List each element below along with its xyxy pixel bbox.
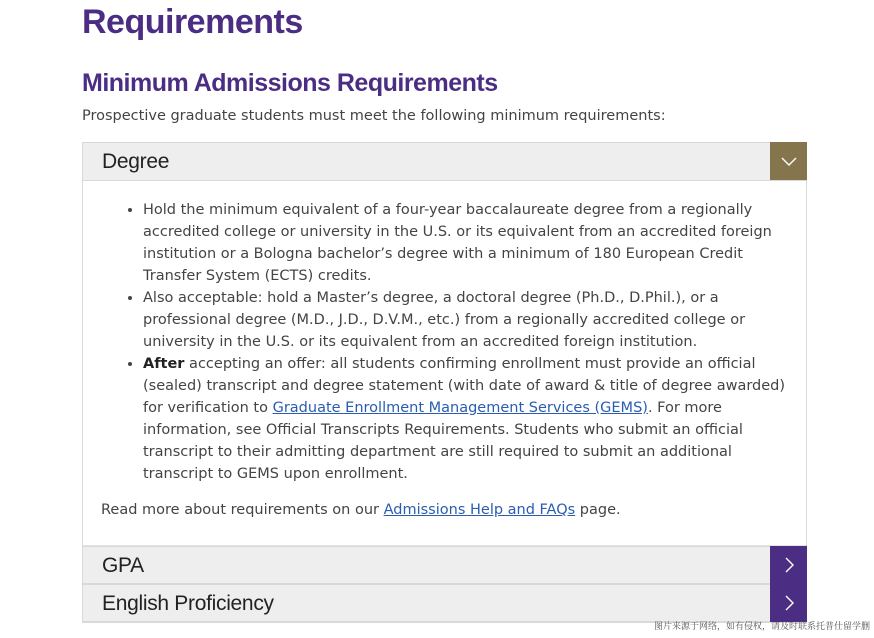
list-item-text: Also acceptable: hold a Master’s degree, a doctoral degree (Ph.D., D.Phil.), or a professional degree (M.D., J.D., D.V.M., etc.) from a regionally accredited college or university in the U.S. or its equivalent from an accredited foreign institution. xyxy=(143,290,746,350)
intro-text: Prospective graduate students must meet the following minimum requirements: xyxy=(82,108,666,124)
accordion-title-degree: Degree xyxy=(102,150,170,173)
accordion-panel-english-proficiency xyxy=(82,585,807,623)
accordion-header-english-proficiency[interactable] xyxy=(83,585,806,622)
accordion-title-gpa: GPA xyxy=(102,554,144,577)
requirements-accordion xyxy=(82,142,807,623)
list-item-text: Hold the minimum equivalent of a four-year baccalaureate degree from a regionally accredited college or university in the U.S. or its equivalent from an accredited foreign institution or a Bologna bachelor’s degree with a minimum of 180 European Credit Transfer System (ECTS) credits. xyxy=(143,202,772,284)
accordion-panel-gpa xyxy=(82,547,807,585)
chevron-right-icon xyxy=(783,594,795,612)
degree-requirements-list xyxy=(101,199,788,485)
list-item xyxy=(143,353,788,485)
list-item-bold-text: After xyxy=(143,356,185,372)
section-title: Minimum Admissions Requirements xyxy=(82,69,498,97)
accordion-toggle-english-proficiency[interactable] xyxy=(770,584,807,622)
list-item xyxy=(143,199,788,287)
accordion-panel-degree xyxy=(82,142,807,547)
gems-link[interactable]: Graduate Enrollment Management Services (GEMS) xyxy=(272,400,648,416)
list-item xyxy=(143,287,788,353)
read-more-text xyxy=(101,499,788,521)
accordion-toggle-gpa[interactable] xyxy=(770,546,807,584)
list-item-text: . For more information, see Official Transcripts Requirements. Students who submit an official transcript to their admitting department are still required to submit an additional transcript to GEMS upon enrollment. xyxy=(143,400,743,482)
admissions-help-link[interactable]: Admissions Help and FAQs xyxy=(383,502,576,518)
chevron-down-icon xyxy=(780,155,798,167)
accordion-title-english-proficiency: English Proficiency xyxy=(102,592,274,615)
accordion-body-degree xyxy=(83,181,806,546)
page-title: Requirements xyxy=(82,3,303,41)
read-more-suffix: page. xyxy=(575,502,621,518)
watermark-text: 图片来源于网络，如有侵权，请及时联系托普仕留学删 xyxy=(653,622,870,632)
accordion-header-gpa[interactable] xyxy=(83,547,806,584)
read-more-prefix: Read more about requirements on our xyxy=(101,502,384,518)
accordion-toggle-degree[interactable] xyxy=(770,142,807,180)
chevron-right-icon xyxy=(783,556,795,574)
accordion-header-degree[interactable] xyxy=(83,143,806,181)
list-item-text: accepting an offer: all students confirming enrollment must provide an official (sealed) transcript and degree statement (with date of award & title of degree awarded) for verification to xyxy=(143,356,786,416)
